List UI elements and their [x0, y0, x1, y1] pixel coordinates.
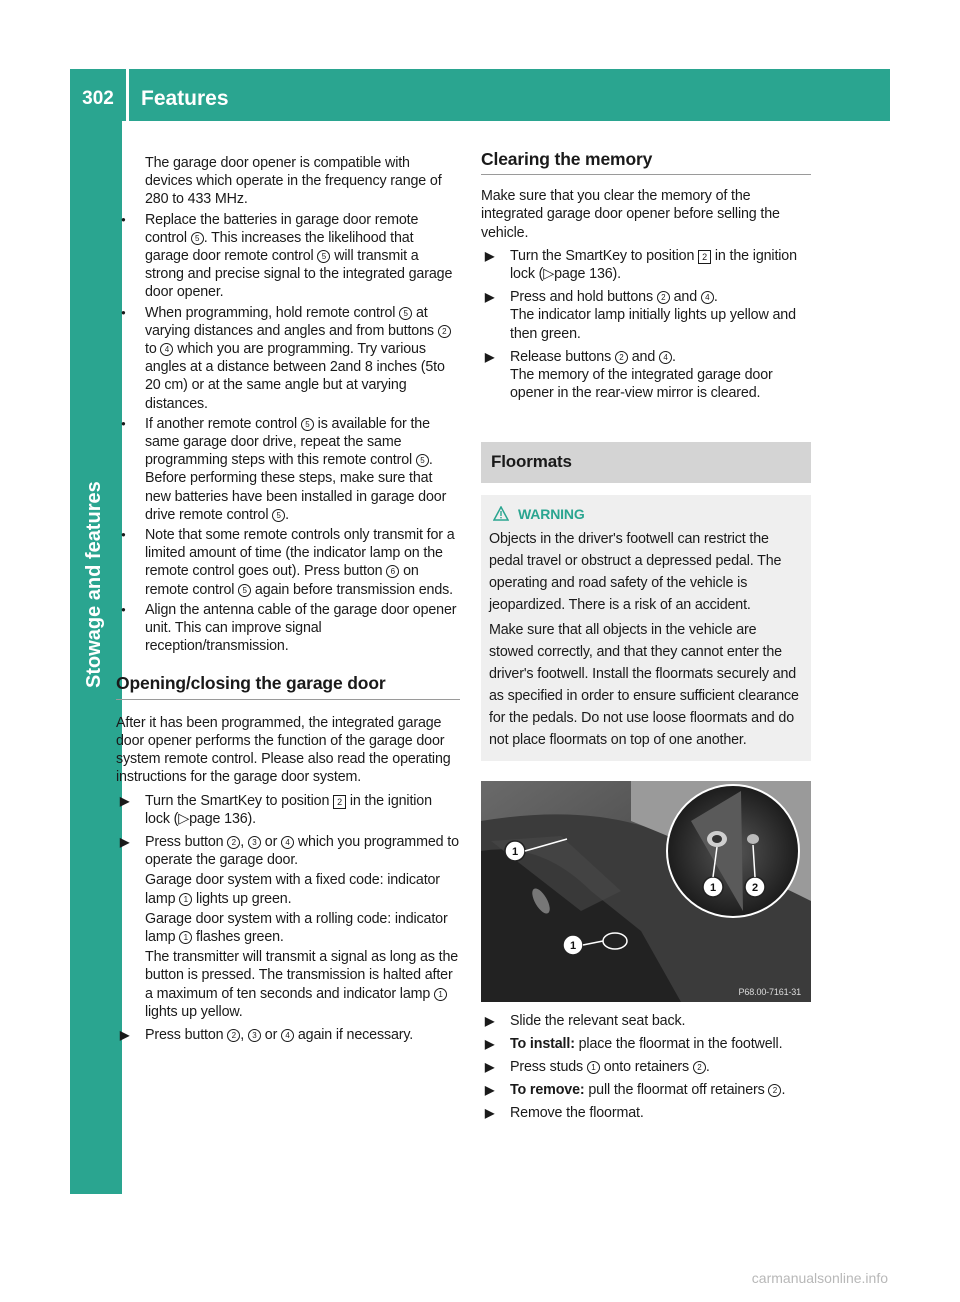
callout-5: 5 [301, 418, 314, 431]
warning-text-2: Make sure that all objects in the vehicle are stowed correctly, and that they cannot enter the driver's footwell. Install the floormats securely and as specified in order to ensure sufficient clearance for the pedals. Do not use loose floormats and do not place floormats on top of one another. [489, 621, 799, 748]
position-2-symbol: 2 [698, 250, 711, 264]
step-arrow-icon: ▶ [485, 290, 495, 305]
callout-2: 2 [227, 1029, 240, 1042]
callout-1: 1 [710, 881, 716, 894]
warning-box [481, 495, 811, 761]
callout-3: 3 [248, 836, 261, 849]
callout-1: 1 [587, 1061, 600, 1074]
step-arrow-icon: ▶ [485, 1083, 495, 1098]
step-to-remove: ▶ To remove: pull the floormat off retainers 2 . [485, 1082, 786, 1099]
callout-1: 1 [570, 939, 576, 952]
callout-2: 2 [768, 1084, 781, 1097]
photo-code: P68.00-7161-31 [738, 986, 801, 997]
callout-1: 1 [512, 845, 518, 858]
warning-triangle-icon [493, 506, 509, 521]
side-tab-label-box [70, 121, 122, 711]
side-tab-label: Stowage and features [83, 481, 105, 688]
step-slide-seat: ▶ Slide the relevant seat back. [485, 1012, 686, 1029]
warning-title: WARNING [489, 503, 803, 525]
step-remove-floormat: ▶ Remove the floormat. [485, 1105, 644, 1122]
bullet-antenna: ● Align the antenna cable of the garage door opener unit. This can improve signal reception/transmission. [116, 601, 460, 656]
step-press-again: ▶ Press button 2 , 3 or 4 again if necessary. [120, 1026, 414, 1043]
step-arrow-icon: ▶ [485, 1013, 495, 1028]
callout-2: 2 [657, 291, 670, 304]
callout-5: 5 [191, 232, 204, 245]
callout-1: 1 [434, 988, 447, 1001]
heading-clearing-memory: Clearing the memory [481, 150, 811, 175]
callout-4: 4 [160, 343, 173, 356]
watermark: carmanualsonline.info [751, 1270, 888, 1286]
bullet-limited-transmit: ● Note that some remote controls only transmit for a limited amount of time (the indicator lamp on the remote control goes out). Press button 6 on remote control 5 again before transmission ends. [116, 526, 460, 599]
callout-4: 4 [659, 351, 672, 364]
callout-1: 1 [179, 931, 192, 944]
step-press-hold: ▶ Press and hold buttons 2 and 4 . The indicator lamp initially lights up yellow and then green. [485, 289, 796, 342]
step-press-studs: ▶ Press studs 1 onto retainers 2 . [485, 1059, 710, 1076]
callout-1: 1 [179, 893, 192, 906]
right-column [481, 150, 811, 1123]
page-ref-link[interactable]: page 136). [189, 810, 256, 827]
step-turn-smartkey-clear: ▶ Turn the SmartKey to position 2 in the ignition lock (▷page 136). [485, 247, 797, 283]
callout-2: 2 [438, 325, 451, 338]
warning-text-1: Objects in the driver's footwell can restrict the pedal travel or obstruct a depressed pedal. The operating and road safety of the vehicle is jeopardized. There is a risk of an accident. [489, 530, 782, 613]
page-ref-icon: ▷ [543, 266, 555, 283]
step-arrow-icon: ▶ [120, 834, 130, 849]
callout-5: 5 [399, 307, 412, 320]
bullet-replace-batteries: ● Replace the batteries in garage door remote control 5 . This increases the likelihood that garage door remote control 5 will transmit a strong and precise signal to the integrated garage door opener. [116, 211, 460, 302]
step-arrow-icon: ▶ [120, 793, 130, 808]
callout-6: 6 [386, 565, 399, 578]
callout-5: 5 [416, 454, 429, 467]
step-arrow-icon: ▶ [485, 1106, 495, 1121]
intro-paragraph: The garage door opener is compatible with devices which operate in the frequency range of 280 to 433 MHz. [145, 155, 442, 208]
step-press-button: ▶ Press button 2 , 3 or 4 which you programmed to operate the garage door. Garage door system with a fixed code: indicator lamp 1 lights up green. Garage door system with a rolling code: indicator lamp 1 flashes green. The transmitter will transmit a signal as long as the button is pressed. The transmission is halted after a maximum of ten seconds and indicator lamp 1 lights up yellow. [120, 833, 459, 1020]
callout-4: 4 [701, 291, 714, 304]
callout-4: 4 [281, 1029, 294, 1042]
page-number: 302 [82, 88, 114, 109]
callout-4: 4 [281, 836, 294, 849]
step-arrow-icon: ▶ [485, 1036, 495, 1051]
step-arrow-icon: ▶ [485, 1060, 495, 1075]
step-release: ▶ Release buttons 2 and 4 . The memory of the integrated garage door opener in the rear-view mirror is cleared. [485, 348, 773, 402]
floormat-photo [481, 781, 811, 1002]
callout-3: 3 [248, 1029, 261, 1042]
bullet-another-remote: ● If another remote control 5 is available for the same garage door drive, repeat the same programming steps with this remote control 5 . Before performing these steps, make sure that new batteries have been installed in garage door drive remote control 5 . [116, 415, 460, 524]
step-arrow-icon: ▶ [485, 248, 495, 263]
callout-5: 5 [317, 250, 330, 263]
section-title: Features [141, 87, 229, 110]
floormats-heading: Floormats [481, 442, 811, 482]
page-ref-link[interactable]: page 136). [554, 266, 621, 283]
callout-2: 2 [752, 881, 758, 894]
opening-paragraph: After it has been programmed, the integrated garage door opener performs the function of the garage door system remote control. Please also read the operating instructions for the garage door system. [116, 714, 451, 786]
step-turn-smartkey: ▶ Turn the SmartKey to position 2 in the ignition lock (▷page 136). [120, 792, 432, 827]
callout-2: 2 [227, 836, 240, 849]
position-2-symbol: 2 [333, 795, 346, 809]
step-to-install: ▶ To install: place the floormat in the footwell. [485, 1035, 783, 1052]
callout-5: 5 [238, 584, 251, 597]
left-column [116, 154, 460, 1044]
step-arrow-icon: ▶ [120, 1027, 130, 1042]
heading-opening-closing: Opening/closing the garage door [116, 674, 460, 699]
callout-2: 2 [615, 351, 628, 364]
step-arrow-icon: ▶ [485, 349, 495, 364]
callout-2: 2 [693, 1061, 706, 1074]
header-divider [126, 69, 129, 121]
page-ref-icon: ▷ [178, 810, 190, 827]
bullet-programming: ● When programming, hold remote control 5 at varying distances and angles and from buttons 2 to 4 which you are programming. Try various angles at a distance between 2and 8 inches (5to 20 cm) or at the same angle but at varying distances. [116, 304, 460, 413]
callout-5: 5 [272, 509, 285, 522]
clearing-paragraph: Make sure that you clear the memory of the integrated garage door opener before selling the vehicle. [481, 188, 780, 241]
